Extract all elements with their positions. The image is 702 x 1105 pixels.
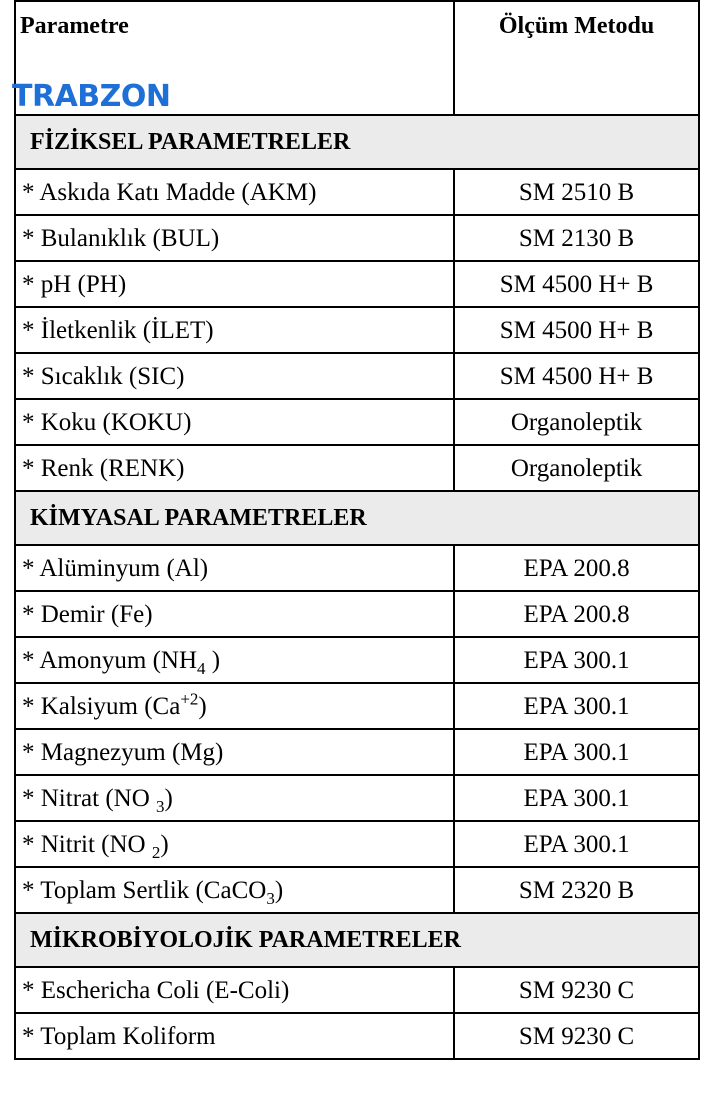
section-fiziksel xyxy=(15,115,699,169)
param-cell xyxy=(15,775,454,821)
method-cell: SM 9230 C xyxy=(454,967,699,1013)
table-row xyxy=(15,683,699,729)
param-text: * Nitrit (NO xyxy=(22,830,152,858)
table-row xyxy=(15,307,699,353)
param-text: * Amonyum (NH xyxy=(22,646,197,674)
param-cell: * Demir (Fe) xyxy=(15,591,454,637)
param-cell xyxy=(15,683,454,729)
subscript: 4 xyxy=(197,658,206,678)
param-cell: * Toplam Koliform xyxy=(15,1013,454,1059)
method-cell: SM 4500 H+ B xyxy=(454,353,699,399)
method-cell: SM 4500 H+ B xyxy=(454,307,699,353)
method-cell: Organoleptik xyxy=(454,399,699,445)
header-olcum-metodu-cell xyxy=(454,1,699,115)
table-row xyxy=(15,729,699,775)
param-cell: * Alüminyum (Al) xyxy=(15,545,454,591)
param-text-end: ) xyxy=(160,830,169,858)
table-row xyxy=(15,637,699,683)
param-cell: * pH (PH) xyxy=(15,261,454,307)
param-cell: * İletkenlik (İLET) xyxy=(15,307,454,353)
table-row xyxy=(15,353,699,399)
section-title: MİKROBİYOLOJİK PARAMETRELER xyxy=(15,913,699,967)
method-cell: SM 2320 B xyxy=(454,867,699,913)
table-header-row xyxy=(15,1,699,115)
param-cell: * Koku (KOKU) xyxy=(15,399,454,445)
subscript: 3 xyxy=(156,796,165,816)
table-row xyxy=(15,775,699,821)
param-text: * Nitrat (NO xyxy=(22,784,156,812)
section-kimyasal xyxy=(15,491,699,545)
table-row xyxy=(15,1013,699,1059)
method-cell: EPA 300.1 xyxy=(454,637,699,683)
table-row xyxy=(15,867,699,913)
method-cell: SM 2130 B xyxy=(454,215,699,261)
param-cell: * Askıda Katı Madde (AKM) xyxy=(15,169,454,215)
table-row xyxy=(15,215,699,261)
param-text-end: ) xyxy=(274,876,284,904)
param-cell xyxy=(15,637,454,683)
table-row xyxy=(15,967,699,1013)
method-cell: EPA 200.8 xyxy=(454,591,699,637)
param-text-end: ) xyxy=(205,646,221,674)
param-cell: * Renk (RENK) xyxy=(15,445,454,491)
table-row xyxy=(15,821,699,867)
table-row xyxy=(15,545,699,591)
subscript: 2 xyxy=(151,842,161,862)
param-cell: * Bulanıklık (BUL) xyxy=(15,215,454,261)
table-row xyxy=(15,399,699,445)
method-cell: EPA 300.1 xyxy=(454,821,699,867)
table-row xyxy=(15,445,699,491)
param-text: * Toplam Sertlik (CaCO xyxy=(22,876,267,904)
method-cell: EPA 300.1 xyxy=(454,775,699,821)
param-text-end: ) xyxy=(198,692,207,720)
method-cell: SM 9230 C xyxy=(454,1013,699,1059)
trabzon-logo: TRABZON xyxy=(12,79,171,114)
method-cell: SM 4500 H+ B xyxy=(454,261,699,307)
method-cell: EPA 300.1 xyxy=(454,683,699,729)
param-cell xyxy=(15,821,454,867)
param-cell: * Sıcaklık (SIC) xyxy=(15,353,454,399)
table-row xyxy=(15,169,699,215)
superscript: +2 xyxy=(180,689,199,709)
param-text: * Kalsiyum (Ca xyxy=(22,692,181,720)
header-olcum-metodu: Ölçüm Metodu xyxy=(498,13,655,39)
method-cell: Organoleptik xyxy=(454,445,699,491)
method-cell: EPA 200.8 xyxy=(454,545,699,591)
param-cell: * Eschericha Coli (E-Coli) xyxy=(15,967,454,1013)
section-title: FİZİKSEL PARAMETRELER xyxy=(15,115,699,169)
header-parametre-cell xyxy=(12,1,454,115)
subscript: 3 xyxy=(266,888,275,908)
parameters-table xyxy=(14,0,700,1060)
method-cell: SM 2510 B xyxy=(454,169,699,215)
table-row xyxy=(15,591,699,637)
method-cell: EPA 300.1 xyxy=(454,729,699,775)
header-parametre: Parametre xyxy=(20,13,129,39)
table-row xyxy=(15,261,699,307)
section-mikrobiyolojik xyxy=(15,913,699,967)
param-cell: * Magnezyum (Mg) xyxy=(15,729,454,775)
section-title: KİMYASAL PARAMETRELER xyxy=(15,491,699,545)
param-cell xyxy=(15,867,454,913)
param-text-end: ) xyxy=(164,784,173,812)
